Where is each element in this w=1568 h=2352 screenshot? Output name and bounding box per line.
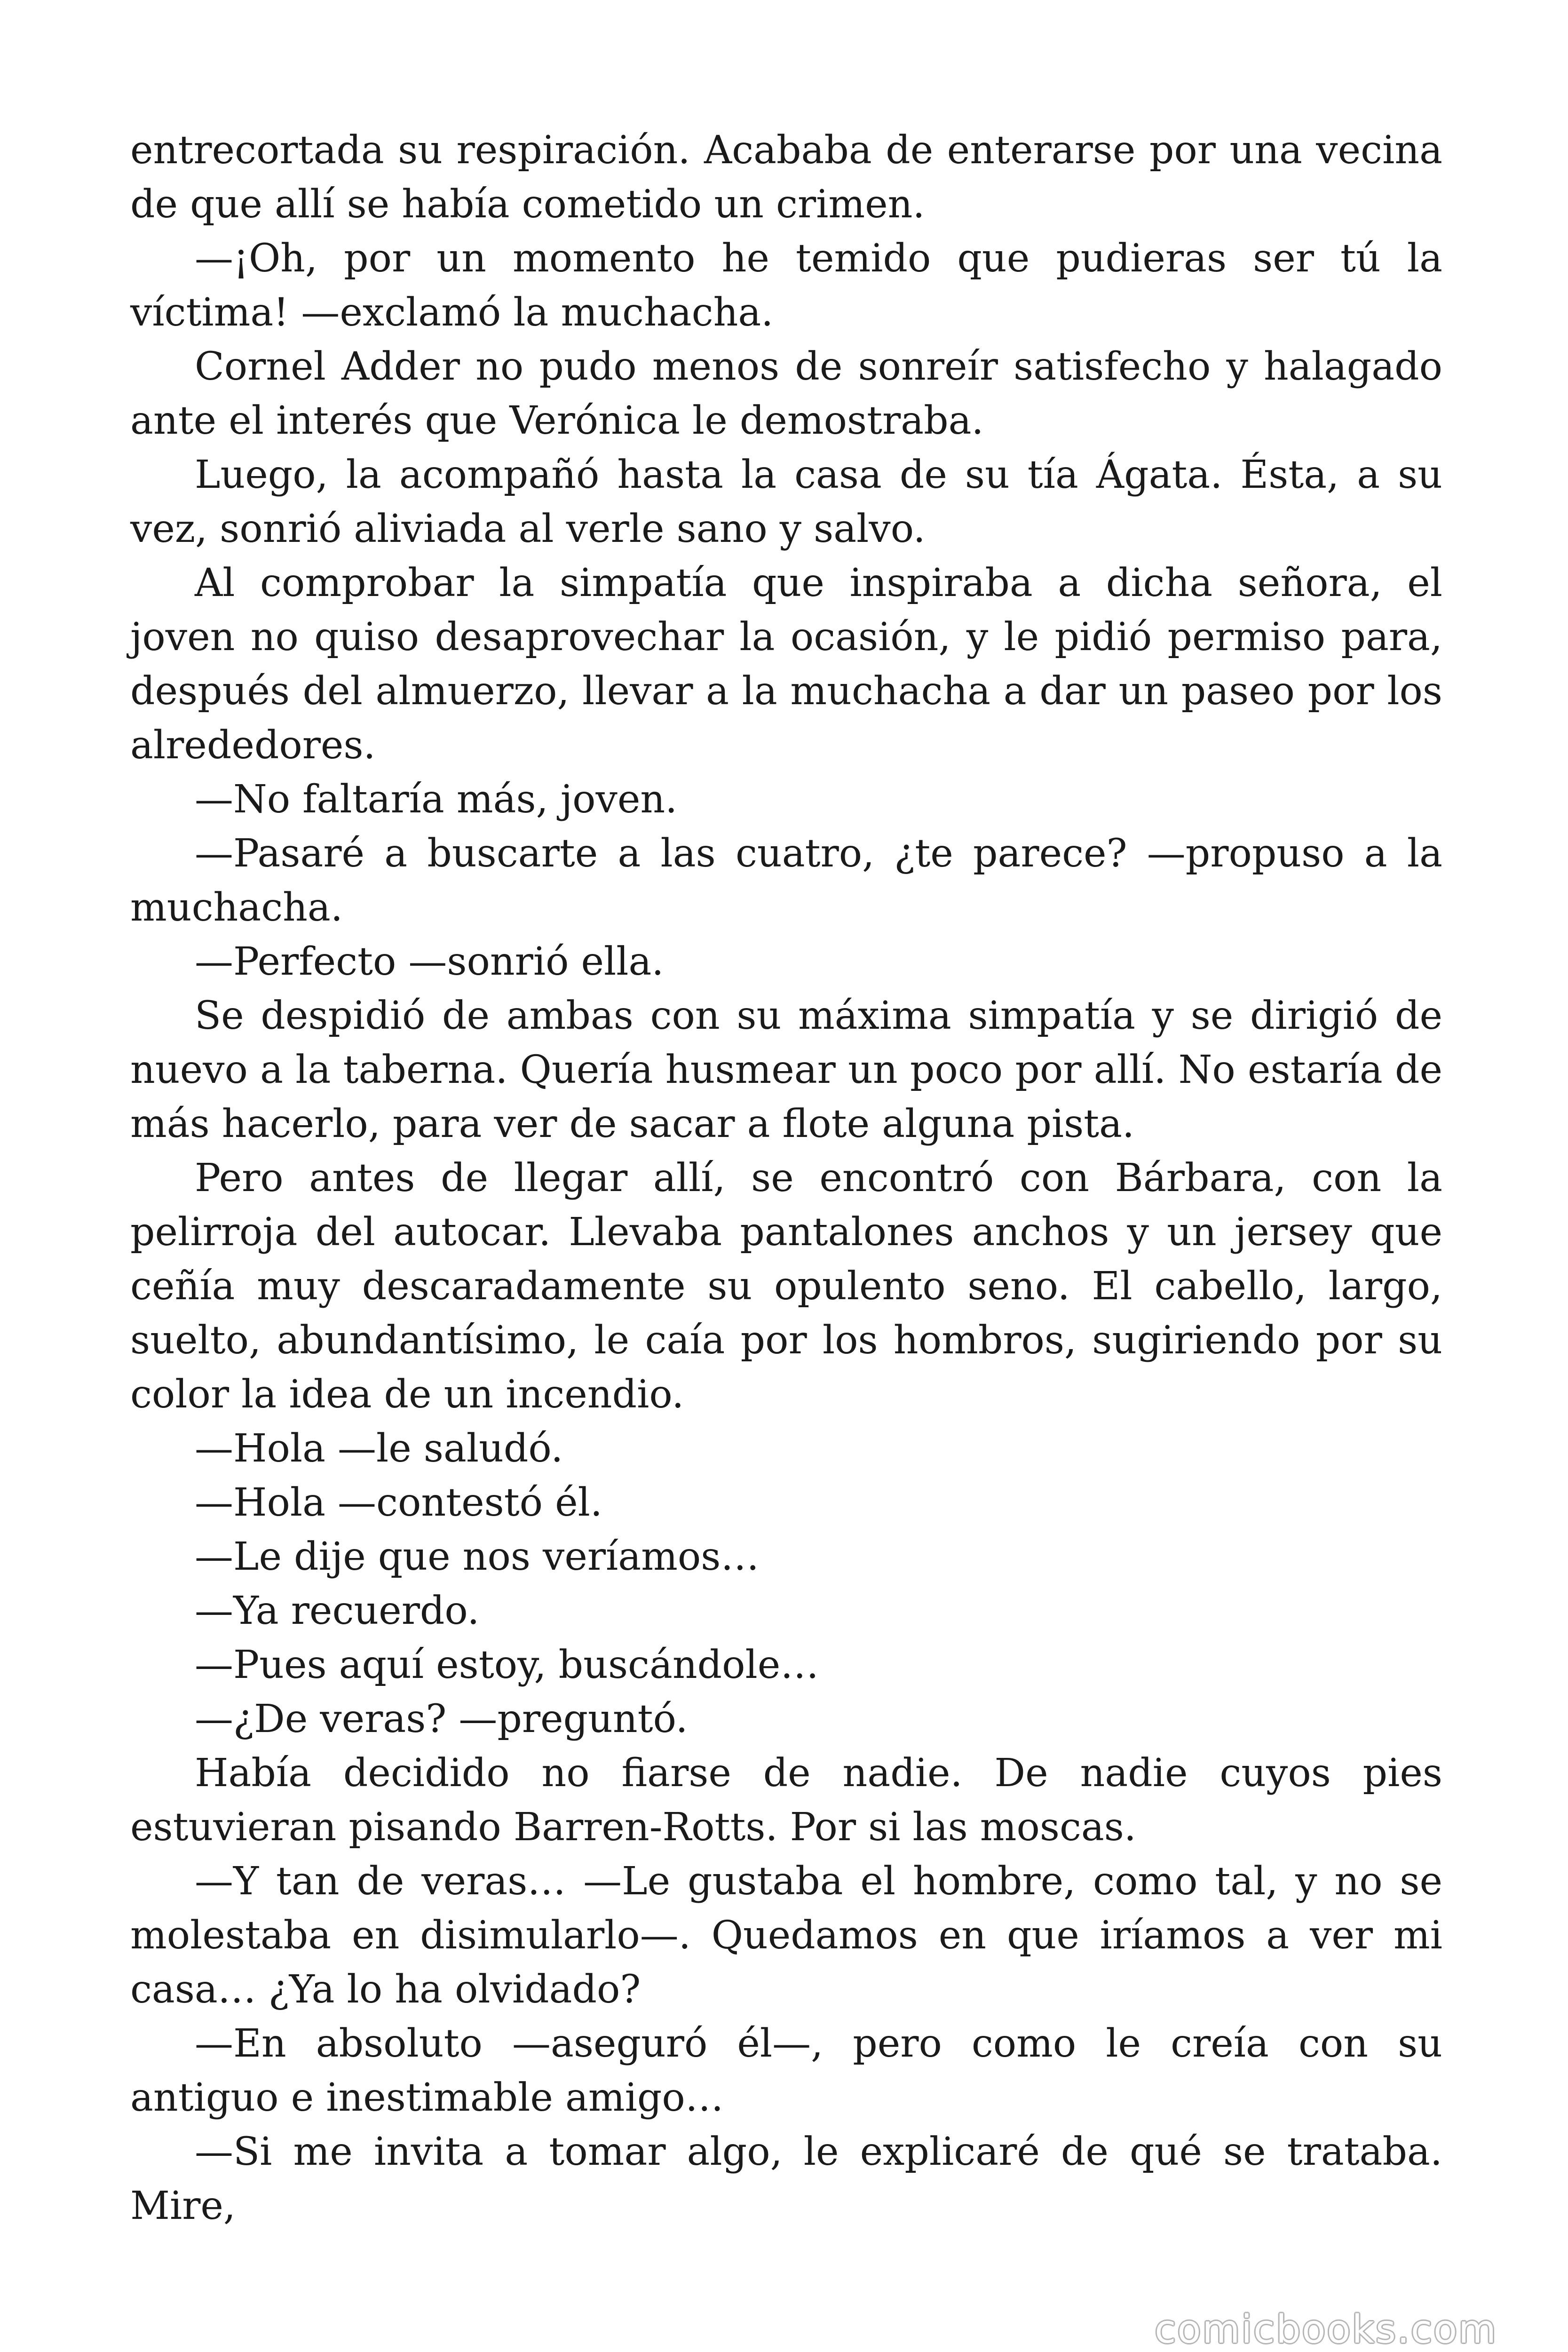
paragraph: Cornel Adder no pudo menos de sonreír satisfecho y halagado ante el interés que Verónica le demostraba. <box>130 344 1442 443</box>
paragraph: —Ya recuerdo. <box>195 1589 480 1633</box>
paragraph: —¡Oh, por un momento he temido que pudieras ser tú la víctima! —exclamó la muchacha. <box>130 236 1442 335</box>
paragraph: Se despidió de ambas con su máxima simpatía y se dirigió de nuevo a la taberna. Quería husmear un poco por allí. No estaría de más hacerlo, para ver de sacar a flote alguna pista. <box>130 993 1442 1146</box>
paragraph: —¿De veras? —preguntó. <box>195 1697 688 1741</box>
paragraph: —Perfecto —sonrió ella. <box>195 939 664 984</box>
paragraph: —Pasaré a buscarte a las cuatro, ¿te parece? —propuso a la muchacha. <box>130 831 1442 930</box>
paragraph: —Le dije que nos veríamos… <box>195 1534 760 1579</box>
paragraph: —Y tan de veras… —Le gustaba el hombre, como tal, y no se molestaba en disimularlo—. Quedamos en que iríamos a ver mi casa… ¿Ya lo ha olvidado? <box>130 1859 1442 2012</box>
paragraph: Pero antes de llegar allí, se encontró con Bárbara, con la pelirroja del autocar. Llevaba pantalones anchos y un jersey que ceñía muy descaradamente su opulento seno. El cabello, largo, suelto, abundantísimo, le caía por los hombros, sugiriendo por su color la idea de un incendio. <box>130 1156 1442 1417</box>
paragraph: Había decidido no fiarse de nadie. De nadie cuyos pies estuvieran pisando Barren-Rotts. Por si las moscas. <box>130 1751 1442 1850</box>
page-text-body <box>130 123 1442 2233</box>
paragraph: entrecortada su respiración. Acababa de enterarse por una vecina de que allí se había cometido un crimen. <box>130 128 1442 227</box>
paragraph: —Pues aquí estoy, buscándole… <box>195 1643 819 1687</box>
paragraph: Al comprobar la simpatía que inspiraba a dicha señora, el joven no quiso desaprovechar la ocasión, y le pidió permiso para, después del almuerzo, llevar a la muchacha a dar un paseo por los alrededores. <box>130 561 1442 768</box>
paragraph: —No faltaría más, joven. <box>195 777 678 822</box>
watermark-text: comicbooks.com <box>1155 2307 1497 2352</box>
paragraph: Luego, la acompañó hasta la casa de su tía Ágata. Ésta, a su vez, sonrió aliviada al verle sano y salvo. <box>130 453 1442 551</box>
paragraph: —En absoluto —aseguró él—, pero como le creía con su antiguo e inestimable amigo… <box>130 2021 1442 2120</box>
paragraph: —Hola —le saludó. <box>195 1426 563 1471</box>
paragraph: —Si me invita a tomar algo, le explicaré de qué se trataba. Mire, <box>130 2130 1442 2228</box>
paragraph: —Hola —contestó él. <box>195 1480 602 1525</box>
